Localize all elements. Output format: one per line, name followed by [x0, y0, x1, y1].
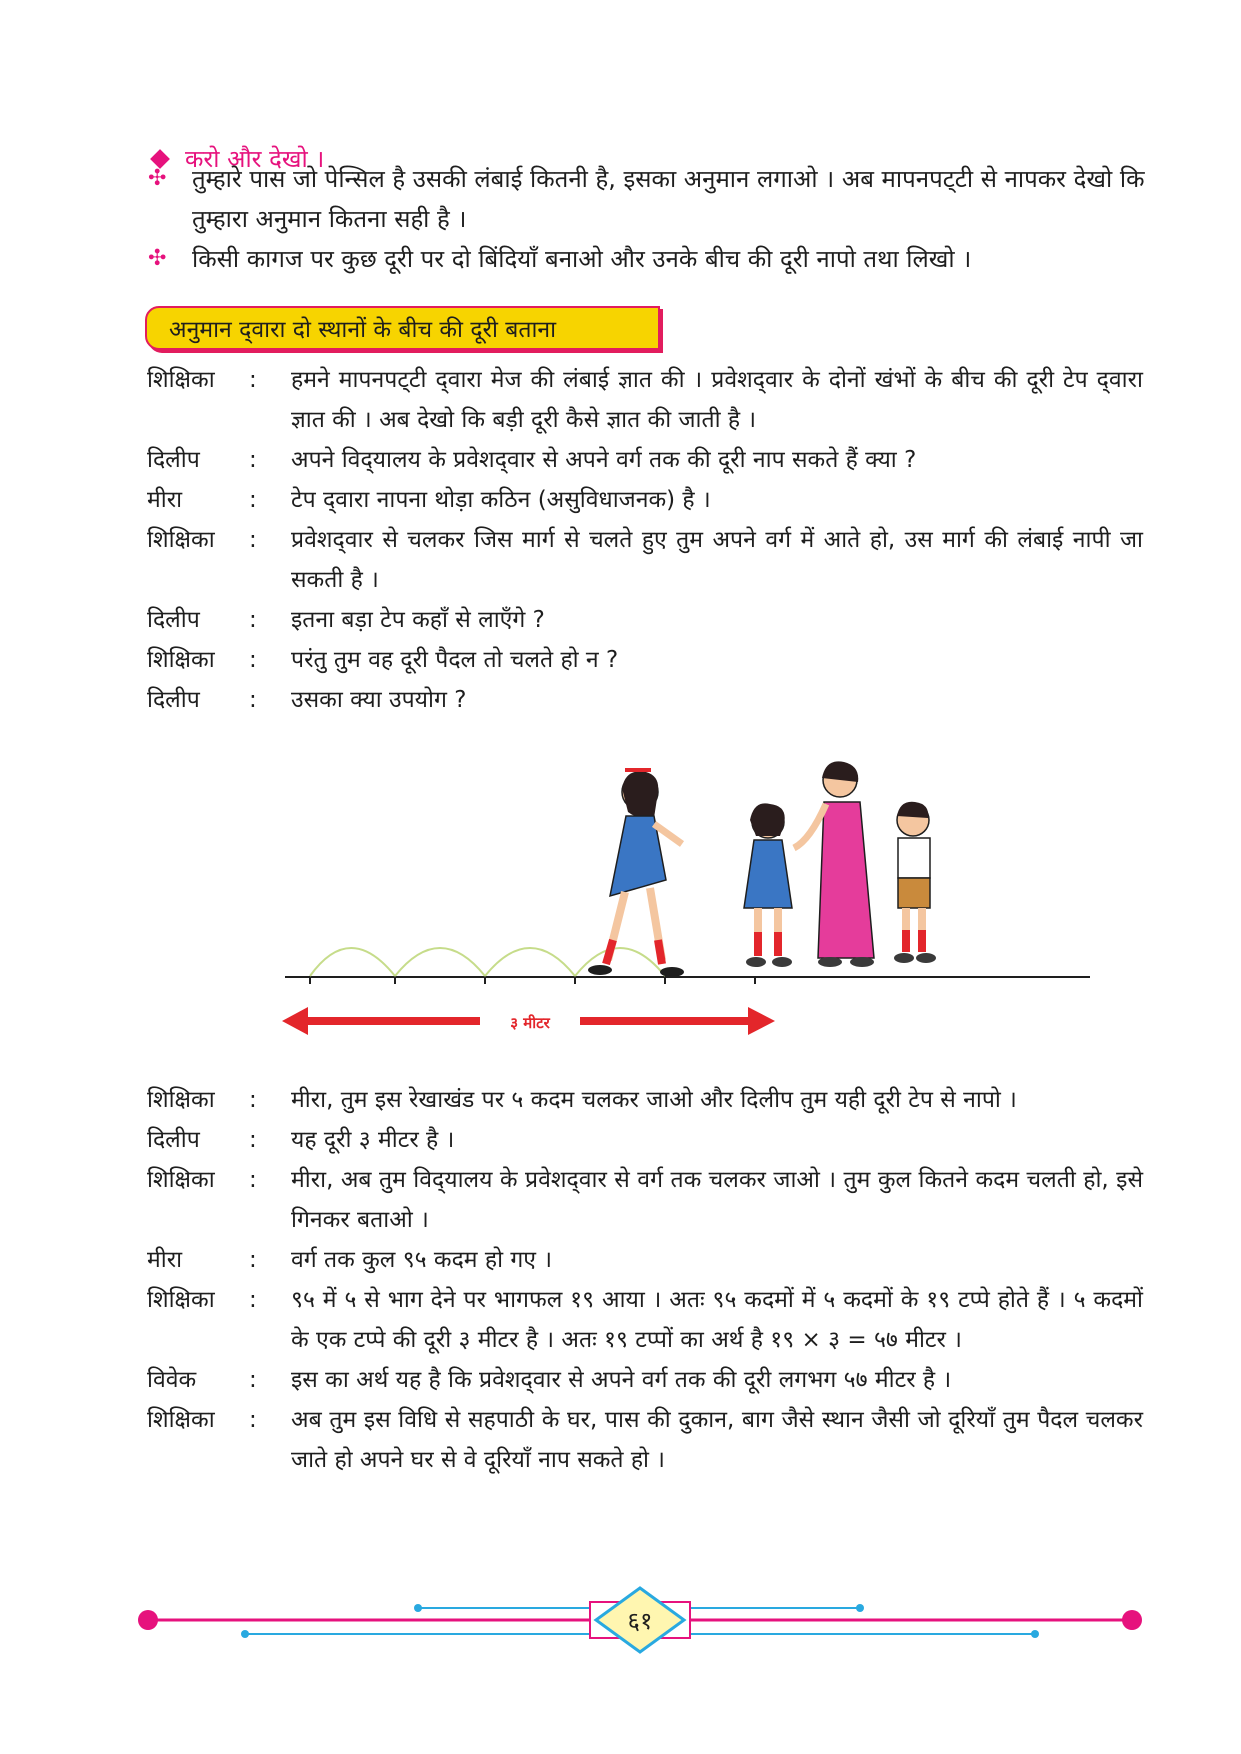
dialogue-row [147, 1400, 1143, 1480]
dialogue-row [147, 600, 1143, 640]
utterance: प्रवेशद्‌वार से चलकर जिस मार्ग से चलते हुए तुम अपने वर्ग में आते हो, उस मार्ग की लंबाई नापी जा सकती है । [291, 527, 1143, 593]
speaker: शिक्षिका [147, 1167, 215, 1193]
dialogue-row [147, 360, 1143, 440]
flower-bullet-icon: ✣ [148, 166, 167, 191]
colon: : [249, 687, 257, 713]
speaker: दिलीप [147, 447, 200, 473]
speaker: शिक्षिका [147, 527, 215, 553]
colon: : [249, 1127, 257, 1153]
dialogue-row [147, 1120, 1143, 1160]
speaker: दिलीप [147, 1127, 200, 1153]
utterance: टेप द्‌वारा नापना थोड़ा कठिन (असुविधाजनक) है । [291, 487, 711, 513]
three-meter-arrow [282, 1007, 775, 1035]
activity-item-text: किसी कागज पर कुछ दूरी पर दो बिंदियाँ बनाओ और उनके बीच की दूरी नापो तथा लिखो । [192, 245, 972, 273]
speaker: शिक्षिका [147, 1087, 215, 1113]
dialogue-row [147, 680, 1143, 720]
colon: : [249, 1087, 257, 1113]
dialogue-top [147, 360, 1143, 720]
speaker: मीरा [147, 487, 183, 513]
activity-item [148, 159, 1148, 239]
utterance: परंतु तुम वह दूरी पैदल तो चलते हो न ? [291, 647, 619, 673]
utterance: मीरा, अब तुम विद्‌यालय के प्रवेशद्‌वार से वर्ग तक चलकर जाओ । तुम कुल कितने कदम चलती हो, इसे गिनकर बताओ । [291, 1167, 1143, 1233]
utterance: इतना बड़ा टेप कहाँ से लाएँगे ? [291, 607, 545, 633]
section-title: अनुमान द्‌वारा दो स्थानों के बीच की दूरी बताना [169, 317, 557, 343]
section-title-banner [145, 306, 660, 350]
colon: : [249, 447, 257, 473]
step-ticks [310, 977, 755, 984]
utterance: इस का अर्थ यह है कि प्रवेशद्‌वार से अपने वर्ग तक की दूरी लगभग ५७ मीटर है । [291, 1367, 952, 1393]
dialogue-row [147, 520, 1143, 600]
walking-measurement-illustration [270, 720, 1120, 1060]
dialogue-row [147, 1160, 1143, 1240]
colon: : [249, 367, 257, 393]
utterance: हमने मापनपट्‌टी द्‌वारा मेज की लंबाई ज्ञात की । प्रवेशद्‌वार के दोनों खंभों के बीच की दूरी टेप द्‌वारा ज्ञात की । अब देखो कि बड़ी दूरी कैसे ज्ञात की जाती है । [291, 367, 1143, 433]
dialogue-row [147, 480, 1143, 520]
footer-dot-left [138, 1610, 158, 1630]
standing-girl-figure [744, 803, 792, 967]
dialogue-bottom [147, 1080, 1143, 1480]
speaker: शिक्षिका [147, 1287, 215, 1313]
colon: : [249, 647, 257, 673]
utterance: यह दूरी ३ मीटर है । [291, 1127, 455, 1153]
activity-item [148, 239, 1148, 279]
colon: : [249, 527, 257, 553]
dialogue-row [147, 1360, 1143, 1400]
utterance: अपने विद्‌यालय के प्रवेशद्‌वार से अपने वर्ग तक की दूरी नाप सकते हैं क्या ? [291, 447, 917, 473]
speaker: शिक्षिका [147, 367, 215, 393]
speaker: दिलीप [147, 607, 200, 633]
utterance: मीरा, तुम इस रेखाखंड पर ५ कदम चलकर जाओ और दिलीप तुम यही दूरी टेप से नापो । [291, 1087, 1017, 1113]
colon: : [249, 1167, 257, 1193]
standing-boy-figure [894, 802, 936, 963]
dialogue-row [147, 1240, 1143, 1280]
page-number: ६१ [627, 1606, 653, 1635]
flower-bullet-icon: ✣ [148, 246, 167, 271]
utterance: ९५ में ५ से भाग देने पर भागफल १९ आया । अतः ९५ कदमों में ५ कदमों के १९ टप्पे होते हैं । ५ कदमों के एक टप्पे की दूरी ३ मीटर है । अतः १९ टप्पों का अर्थ है १९ × ३ = ५७ मीटर । [291, 1287, 1143, 1353]
speaker: विवेक [147, 1367, 197, 1393]
walking-girl-figure [588, 768, 684, 977]
speaker: शिक्षिका [147, 647, 215, 673]
utterance: उसका क्या उपयोग ? [291, 687, 467, 713]
arrow-label: ३ मीटर [510, 1014, 550, 1032]
activity-heading-text: करो और देखो । [185, 145, 325, 173]
dialogue-row [147, 640, 1143, 680]
dialogue-row [147, 1080, 1143, 1120]
colon: : [249, 487, 257, 513]
activity-item-text: तुम्हारे पास जो पेन्सिल है उसकी लंबाई कितनी है, इसका अनुमान लगाओ । अब मापनपट्‌टी से नापकर देखो कि तुम्हारा अनुमान कितना सही है । [192, 165, 1145, 233]
colon: : [249, 1407, 257, 1433]
colon: : [249, 607, 257, 633]
speaker: शिक्षिका [147, 1407, 215, 1433]
dialogue-row [147, 1280, 1143, 1360]
colon: : [249, 1247, 257, 1273]
speaker: दिलीप [147, 687, 200, 713]
speaker: मीरा [147, 1247, 183, 1273]
teacher-figure [794, 761, 874, 967]
utterance: अब तुम इस विधि से सहपाठी के घर, पास की दुकान, बाग जैसे स्थान जैसी जो दूरियाँ तुम पैदल चलकर जाते हो अपने घर से वे दूरियाँ नाप सकते हो । [291, 1407, 1143, 1473]
dialogue-row [147, 440, 1143, 480]
footer-dot-right [1122, 1610, 1142, 1630]
colon: : [249, 1367, 257, 1393]
colon: : [249, 1287, 257, 1313]
utterance: वर्ग तक कुल ९५ कदम हो गए । [291, 1247, 553, 1273]
